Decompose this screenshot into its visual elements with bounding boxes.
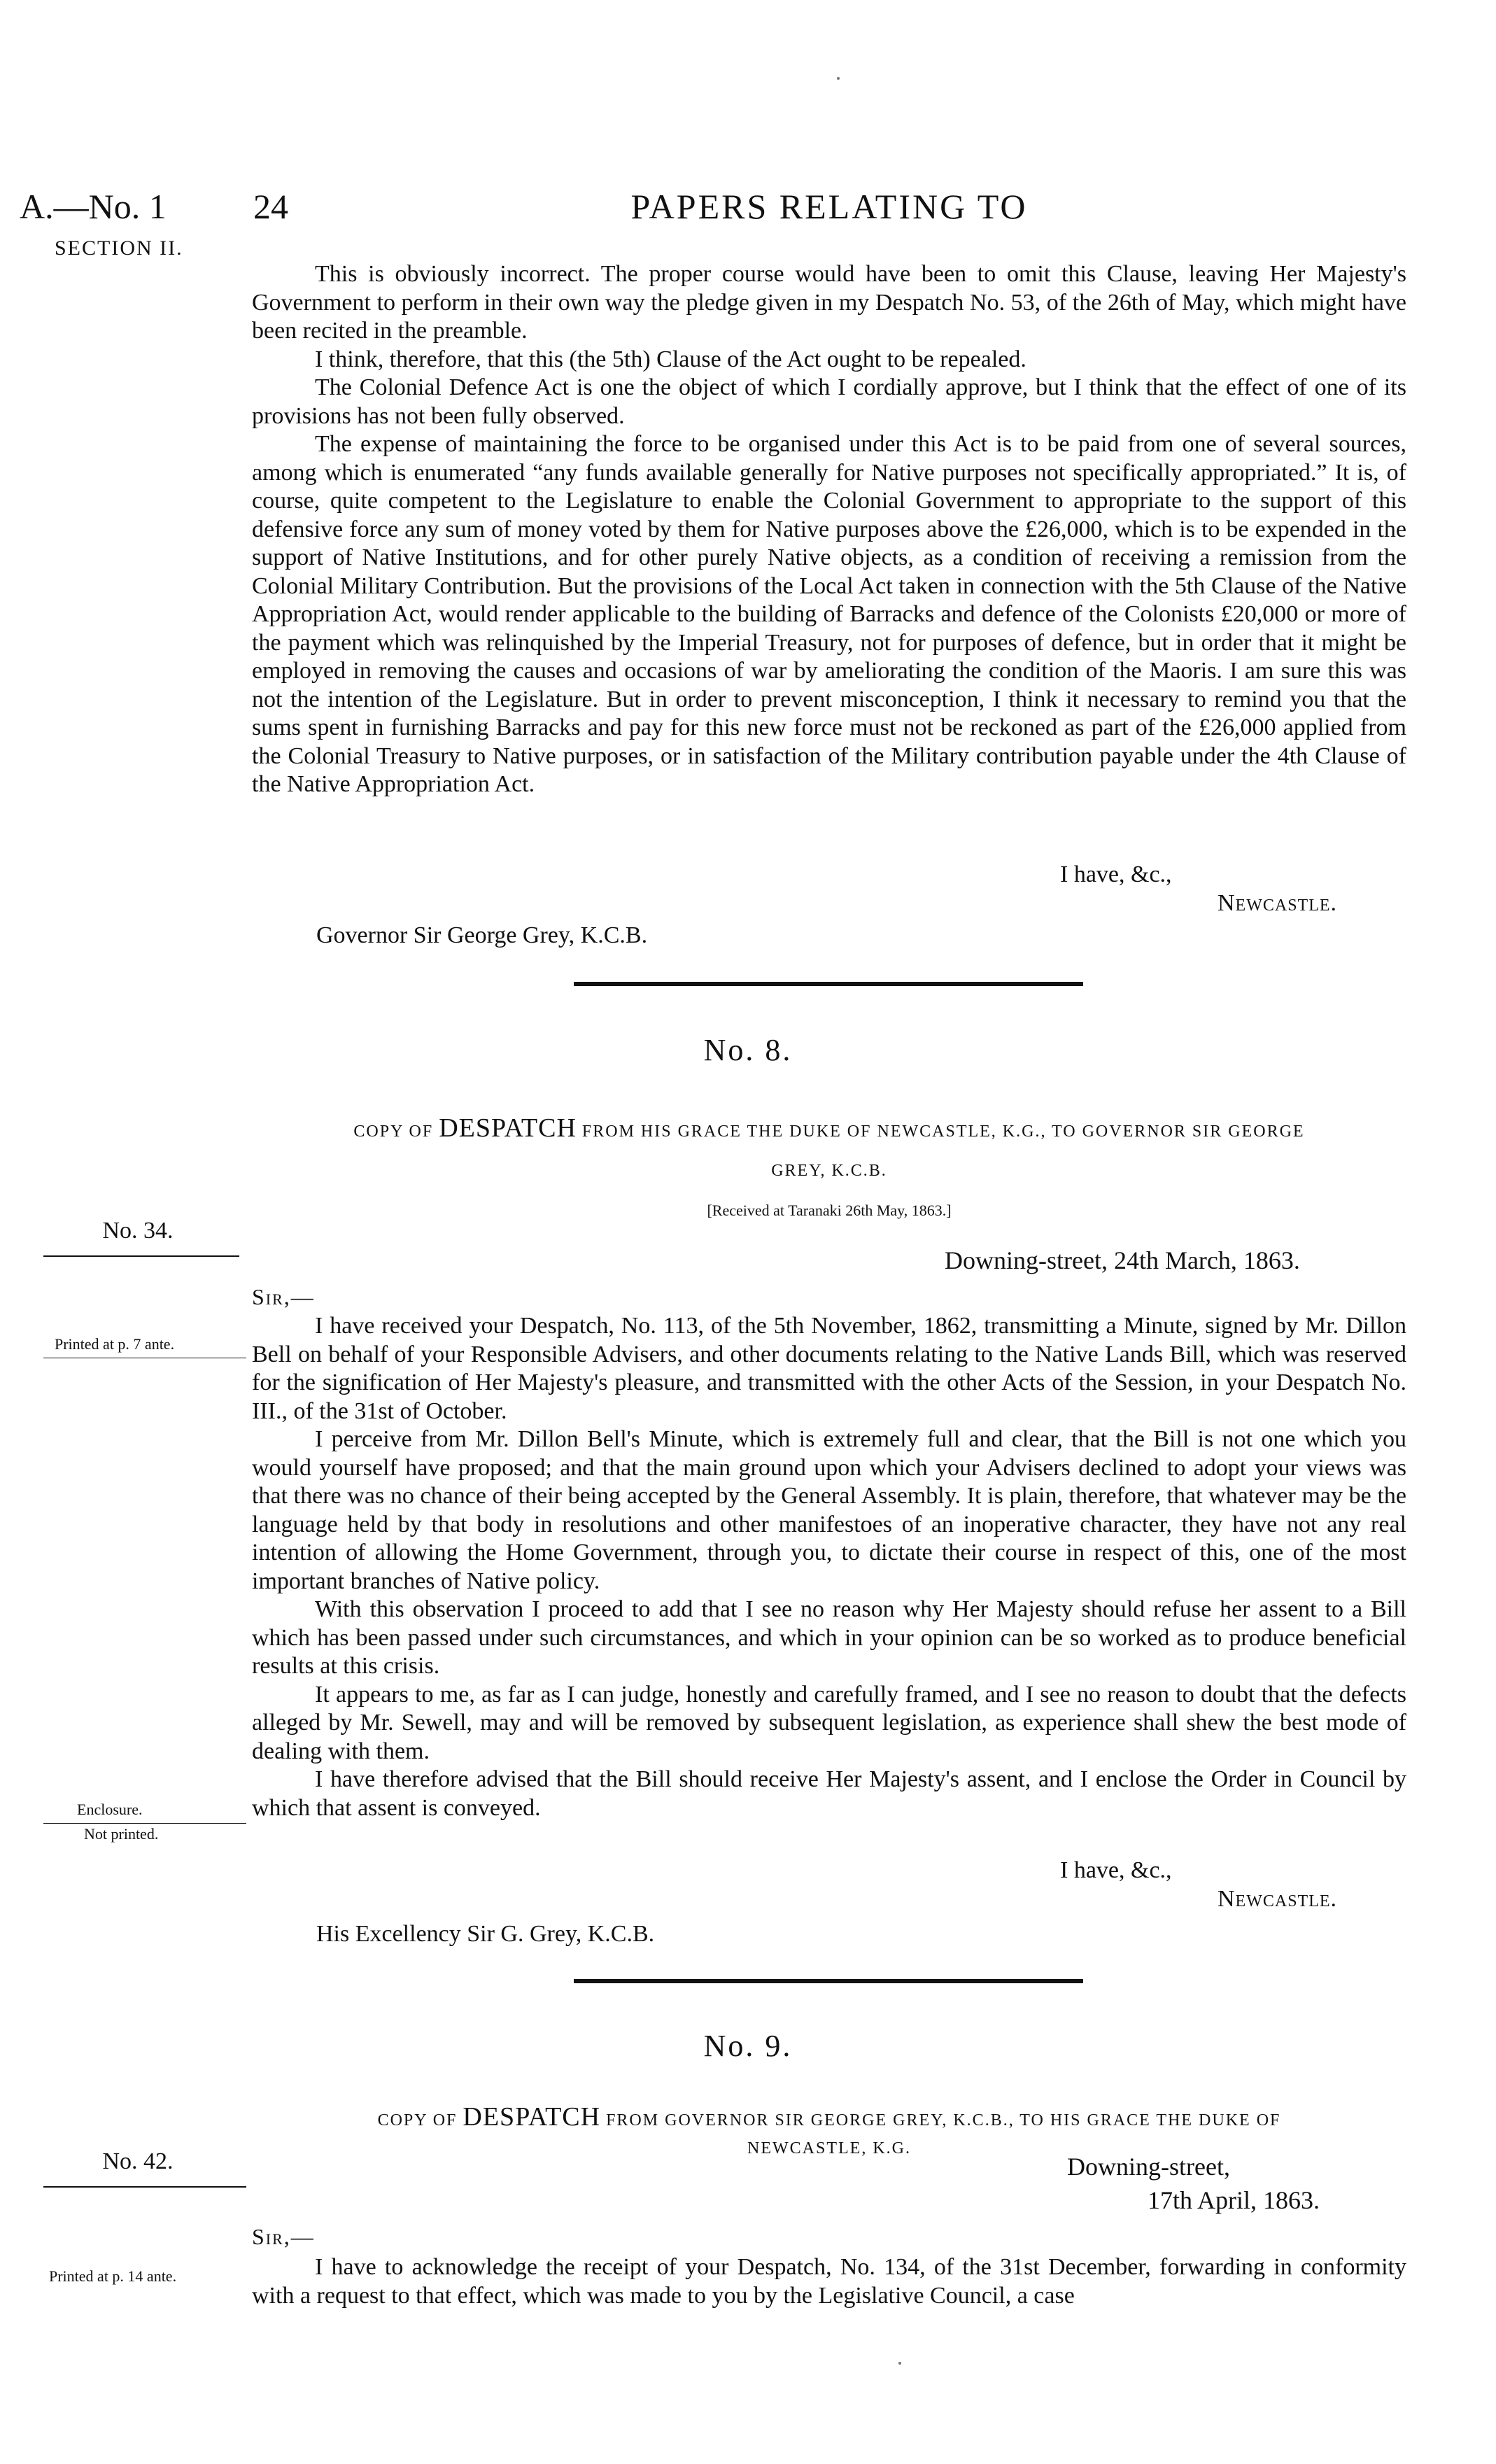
dispatch-8-text: [252, 1312, 1406, 1822]
salutation: Sir,—: [252, 2224, 315, 2249]
section-rule: [574, 982, 1083, 986]
margin-note-printed: Printed at p. 7 ante.: [55, 1335, 175, 1353]
paragraph: The Colonial Defence Act is one the object of which I cordially approve, but I think that the effect of one of its provisions has not been fully observed.: [252, 374, 1406, 429]
closing-block: [252, 861, 1406, 917]
signature: Newcastle.: [1218, 889, 1338, 916]
running-title: PAPERS RELATING TO: [630, 187, 1028, 226]
dispatch-number: No. 8.: [703, 1033, 793, 1067]
section-label: SECTION II.: [55, 237, 183, 260]
continuation-text: [252, 260, 1406, 799]
paragraph: I have to acknowledge the receipt of your Despatch, No. 134, of the 31st December, forwarding in conformity with a request to that effect, which was made to you by the Legislative Council, a case: [252, 2254, 1406, 2309]
heading-despatch: DESPATCH: [463, 2102, 601, 2132]
paragraph: The expense of maintaining the force to be organised under this Act is to be paid from one of several sources, among which is enumerated “any funds available generally for Native purposes not specifically appropriated.” It is, of course, quite competent to the Legislature to enable the Colonial Government to appropriate to the support of this defensive force any sum of money voted by them for Native purposes above the £26,000, which is to be expended in the support of Native Institutions, and for other purely Native objects, as a condition of receiving a remission from the Colonial Military Contribution. But the provisions of the Local Act taken in connection with the 5th Clause of the Native Appropriation Act, would render applicable to the building of Barracks and defence of the Colonists £20,000 or more of the payment which was relinquished by the Imperial Treasury, not for purposes of defence, but in order that it might be employed in removing the causes and occasions of war by ameliorating the condition of the Maoris. I am sure this was not the intention of the Legislature. But in order to prevent misconception, I think it necessary to remind you that the sums spent in furnishing Barracks and pay for this new force must not be reckoned as part of the £26,000 applied from the Colonial Treasury to Native purposes, or in satisfaction of the Military contribution payable under the 4th Clause of the Native Appropriation Act.: [252, 431, 1406, 797]
addressee: Governor Sir George Grey, K.C.B.: [316, 922, 648, 948]
addressee: His Excellency Sir G. Grey, K.C.B.: [316, 1921, 655, 1947]
paragraph: I think, therefore, that this (the 5th) Clause of the Act ought to be repealed.: [315, 346, 1026, 372]
heading-line-2: NEWCASTLE, K.G.: [747, 2139, 911, 2157]
closing-formula: I have, &c.,: [1060, 861, 1172, 887]
heading-suffix: FROM HIS GRACE THE DUKE OF NEWCASTLE, K.G., TO GOVERNOR SIR GEORGE: [581, 1122, 1305, 1141]
paragraph: I perceive from Mr. Dillon Bell's Minute, which is extremely full and clear, that the Bill is not one which you would yourself have proposed; and that the main ground upon which your Advisers declined to adopt your views was that there was no chance of their being accepted by the General Assembly. It is plain, therefore, that whatever may be the language held by that body in resolutions and other manifestoes of an inoperative character, they have not any real intention of allowing the Home Government, through you, to dictate their course in respect of this, one of the most important branches of Native policy.: [252, 1426, 1406, 1594]
paragraph: It appears to me, as far as I can judge, honestly and carefully framed, and I see no reason to doubt that the defects alleged by Mr. Sewell, may and will be removed by subsequent legislation, as experience shall shew the best mode of dealing with them.: [252, 1681, 1406, 1764]
paragraph: I have received your Despatch, No. 113, of the 5th November, 1862, transmitting a Minute, signed by Mr. Dillon Bell on behalf of your Responsible Advisers, and other documents relating to the Native Lands Bill, which was reserved for the signification of Her Majesty's pleasure, and transmitted with the other Acts of the Session, in your Despatch No. III., of the 31st of October.: [252, 1313, 1406, 1424]
closing-formula: I have, &c.,: [1060, 1857, 1172, 1883]
heading-prefix: COPY OF: [377, 2111, 458, 2129]
heading-prefix: COPY OF: [353, 1122, 434, 1141]
dispatch-heading: [252, 2103, 1406, 2162]
margin-rule: [43, 1823, 246, 1824]
page-speck: [898, 2362, 901, 2365]
paragraph: This is obviously incorrect. The proper course would have been to omit this Clause, leaving Her Majesty's Government to perform in their own way the pledge given in my Despatch No. 53, of the 26th of May, which might have been recited in the preamble.: [252, 261, 1406, 344]
paragraph: With this observation I proceed to add that I see no reason why Her Majesty should refuse her assent to a Bill which has been passed under such circumstances, and which in your opinion can be so worked as to produce beneficial results at this crisis.: [252, 1596, 1406, 1679]
paragraph: I have therefore advised that the Bill should receive Her Majesty's assent, and I enclose the Order in Council by which that assent is conveyed.: [252, 1766, 1406, 1821]
dateline: Downing-street,: [1067, 2153, 1230, 2181]
received-note: [Received at Taranaki 26th May, 1863.]: [707, 1202, 952, 1219]
dispatch-heading: [252, 1108, 1406, 1190]
page-speck: [837, 77, 840, 80]
dispatch-number: No. 9.: [703, 2029, 793, 2063]
margin-reference-number: No. 34.: [102, 1218, 174, 1244]
heading-line-2: GREY, K.C.B.: [771, 1162, 887, 1180]
margin-rule: [43, 1255, 239, 1257]
closing-block: [252, 1857, 1406, 1913]
dispatch-heading-line: [252, 2103, 1406, 2134]
margin-reference-number: No. 42.: [102, 2148, 174, 2174]
dispatch-9-text: [252, 2253, 1406, 2310]
salutation: Sir,—: [252, 1284, 315, 1309]
page-number: 24: [253, 187, 288, 226]
dateline-date: 17th April, 1863.: [1148, 2186, 1320, 2214]
dateline: Downing-street, 24th March, 1863.: [945, 1246, 1300, 1274]
margin-rule: [43, 2186, 246, 2188]
heading-despatch: DESPATCH: [439, 1113, 577, 1143]
margin-note-printed: Printed at p. 14 ante.: [49, 2267, 177, 2285]
margin-note-not-printed: Not printed.: [84, 1825, 159, 1843]
heading-suffix: FROM GOVERNOR SIR GEORGE GREY, K.C.B., TO HIS GRACE THE DUKE OF: [606, 2111, 1281, 2129]
signature: Newcastle.: [1218, 1885, 1338, 1912]
margin-note-enclosure: Enclosure.: [77, 1801, 143, 1818]
dispatch-heading-line: [252, 1108, 1406, 1151]
section-rule: [574, 1979, 1083, 1983]
series-reference: A.—No. 1: [20, 187, 167, 226]
